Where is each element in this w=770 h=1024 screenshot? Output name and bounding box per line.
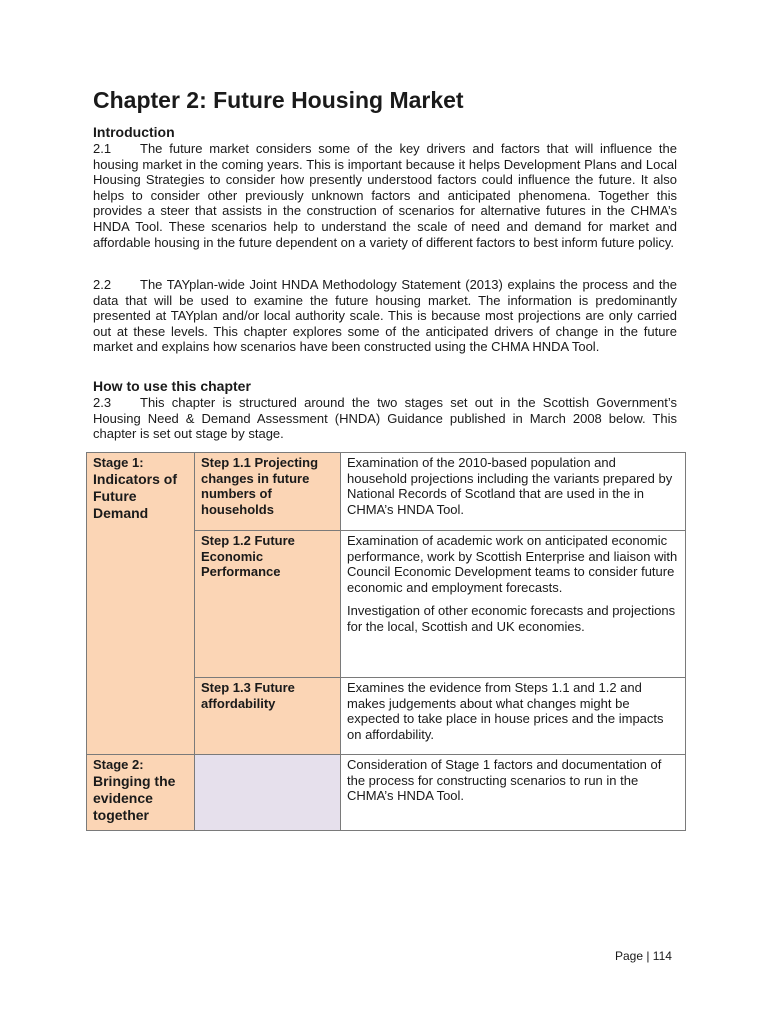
step-1-1-cell bbox=[195, 453, 341, 531]
page-number: Page | 114 bbox=[615, 949, 672, 963]
description-text: Examines the evidence from Steps 1.1 and 1.2 and makes judgements about what changes might be expected to take place in house prices and the impacts on affordability. bbox=[347, 680, 664, 742]
stage-2-name: Bringing the evidence together bbox=[93, 772, 176, 823]
stage-2-label: Stage 2: bbox=[93, 757, 144, 772]
paragraph-2-3 bbox=[93, 395, 677, 442]
empty-step-cell bbox=[195, 755, 341, 831]
chapter-title: Chapter 2: Future Housing Market bbox=[93, 87, 464, 113]
stages-table bbox=[86, 452, 686, 831]
description-text: Consideration of Stage 1 factors and documentation of the process for constructing scenarios to run in the CHMA’s HNDA Tool. bbox=[347, 757, 662, 803]
introduction-heading: Introduction bbox=[93, 124, 175, 140]
how-to-use-heading: How to use this chapter bbox=[93, 378, 251, 394]
step-1-2-cell bbox=[195, 531, 341, 678]
paragraph-text: This chapter is structured around the two stages set out in the Scottish Government’s Housing Need & Demand Assessment (HNDA) Guidance published in March 2008 below. This chapter is set out stage by stage. bbox=[93, 395, 677, 442]
paragraph-2-1 bbox=[93, 141, 677, 250]
description-text: Examination of academic work on anticipated economic performance, work by Scottish Enterprise and liaison with Council Economic Development teams to consider future economic and employment forecasts. bbox=[347, 533, 678, 595]
step-1-3-cell bbox=[195, 678, 341, 755]
step-title: Step 1.2 Future Economic Performance bbox=[201, 533, 295, 579]
stage-1-label: Stage 1: bbox=[93, 455, 144, 470]
step-1-3-description bbox=[341, 678, 686, 755]
stage-2-description bbox=[341, 755, 686, 831]
paragraph-2-2 bbox=[93, 277, 677, 355]
step-1-1-description bbox=[341, 453, 686, 531]
stage-2-cell bbox=[87, 755, 195, 831]
step-1-2-description bbox=[341, 531, 686, 678]
description-text: Investigation of other economic forecasts and projections for the local, Scottish and UK economies. bbox=[347, 603, 676, 634]
paragraph-number: 2.3 bbox=[93, 395, 112, 410]
paragraph-text: The TAYplan-wide Joint HNDA Methodology Statement (2013) explains the process and the data that will be used to examine the future housing market. The information is predominantly presented at TAYplan and/or local authority scale. This is because most projections are only carried out at these levels. This chapter explores some of the anticipated drivers of change in the future market and explains how scenarios have been constructed using the CHMA HNDA Tool. bbox=[93, 277, 677, 355]
paragraph-number: 2.1 bbox=[93, 141, 112, 156]
description-text: Examination of the 2010-based population and household projections including the variants prepared by National Records of Scotland that are used in the in CHMA’s HNDA Tool. bbox=[347, 455, 673, 517]
how-to-use-section bbox=[93, 378, 677, 442]
step-title: Step 1.3 Future affordability bbox=[201, 680, 295, 711]
table-row bbox=[87, 755, 686, 831]
introduction-section bbox=[93, 124, 677, 250]
stage-1-cell bbox=[87, 453, 195, 755]
paragraph-2-2-section bbox=[93, 277, 677, 355]
table-row bbox=[87, 453, 686, 531]
paragraph-number: 2.2 bbox=[93, 277, 112, 292]
step-title: Step 1.1 Projecting changes in future numbers of households bbox=[201, 455, 319, 517]
stage-1-name: Indicators of Future Demand bbox=[93, 470, 178, 521]
paragraph-text: The future market considers some of the key drivers and factors that will influence the housing market in the coming years. This is important because it helps Development Plans and Local Housing Strategies to consider how presently understood factors could influence the future. It also helps to consider other previously unknown factors and anticipated phenomena. Together this provides a steer that assists in the construction of scenarios for alternative futures in the CHMA’s HNDA Tool. These scenarios help to understand the scale of need and demand for market and affordable housing in the future dependent on a variety of different factors to best inform future policy. bbox=[93, 141, 677, 250]
